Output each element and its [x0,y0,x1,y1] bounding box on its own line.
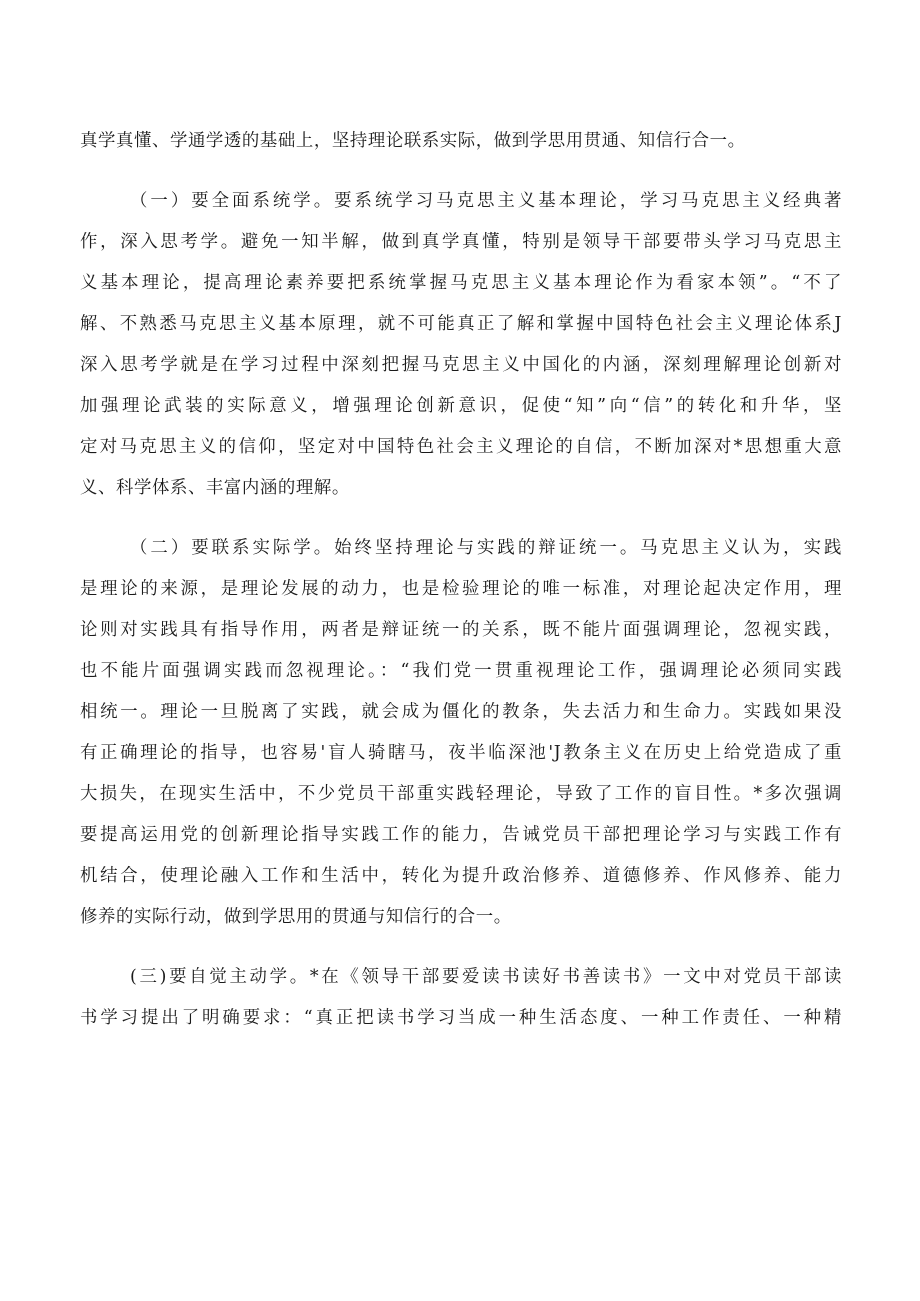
text-line: 机结合，使理论融入工作和生活中，转化为提升政治修养、道德修养、作风修养、能力 [80,866,842,886]
paragraph-gap [80,162,842,181]
text-line: 真学真懂、学通学透的基础上，坚持理论联系实际，做到学思用贯通、知信行合一。 [80,131,746,151]
text-line: (三)要自觉主动学。*在《领导干部要爱读书读好书善读书》一文中对党员干部读 [130,967,842,987]
paragraph-gap [80,509,842,528]
text-line: 义、科学体系、丰富内涵的理解。 [80,478,350,498]
text-line: 有正确理论的指导，也容易'盲人骑瞎马，夜半临深池'J教条主义在历史上给党造成了重 [80,743,842,763]
text-line: 也不能片面强调实践而忽视理论。：“我们党一贯重视理论工作，强调理论必须同实践 [80,661,842,681]
text-line: 解、不熟悉马克思主义基本原理，就不可能真正了解和掌握中国特色社会主义理论体系J [80,314,842,334]
text-line: 深入思考学就是在学习过程中深刻把握马克思主义中国化的内涵，深刻理解理论创新对 [80,355,842,375]
text-line: 要提高运用党的创新理论指导实践工作的能力，告诫党员干部把理论学习与实践工作有 [80,825,842,845]
document-body [80,121,842,1039]
text-line: 书学习提出了明确要求：“真正把读书学习当成一种生活态度、一种工作责任、一种精 [80,1008,842,1028]
paragraph-section-3 [80,957,842,1039]
text-line: 作，深入思考学。避免一知半解，做到真学真懂，特别是领导干部要带头学习马克思主 [80,232,842,252]
text-line: 加强理论武装的实际意义，增强理论创新意识，促使“知”向“信”的转化和升华，坚 [80,396,842,416]
text-line: 论则对实践具有指导作用，两者是辩证统一的关系，既不能片面强调理论，忽视实践， [80,620,842,640]
paragraph-section-1 [80,181,842,509]
paragraph-gap [80,938,842,957]
text-line: 是理论的来源，是理论发展的动力，也是检验理论的唯一标准，对理论起决定作用，理 [80,579,842,599]
paragraph-section-2 [80,528,842,938]
text-line: 修养的实际行动，做到学思用的贯通与知信行的合一。 [80,907,512,927]
text-line: （一）要全面系统学。要系统学习马克思主义基本理论，学习马克思主义经典著 [130,191,842,211]
text-line: 义基本理论，提高理论素养要把系统掌握马克思主义基本理论作为看家本领”。“不了 [80,273,842,293]
text-line: （二）要联系实际学。始终坚持理论与实践的辩证统一。马克思主义认为，实践 [130,538,842,558]
paragraph-continuation [80,121,842,162]
text-line: 大损失，在现实生活中，不少党员干部重实践轻理论，导致了工作的盲目性。*多次强调 [80,784,842,804]
text-line: 相统一。理论一旦脱离了实践，就会成为僵化的教条，失去活力和生命力。实践如果没 [80,702,842,722]
text-line: 定对马克思主义的信仰，坚定对中国特色社会主义理论的自信，不断加深对*思想重大意 [80,437,842,457]
